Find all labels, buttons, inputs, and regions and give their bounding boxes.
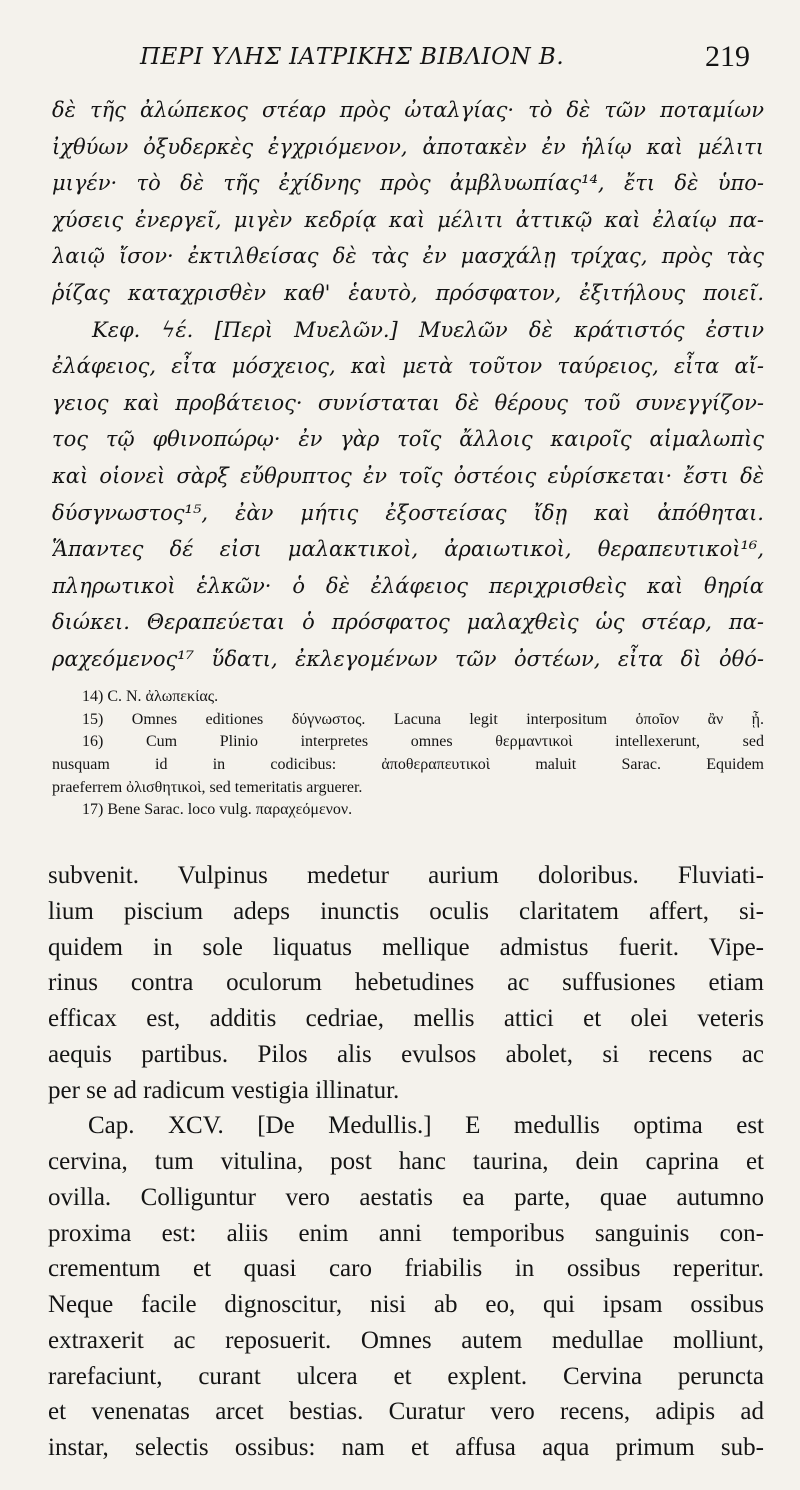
greek-line: μιγέν· τὸ δὲ τῆς ἐχίδνης πρὸς ἀμβλυωπίας¹⁴, ἔτι δὲ ὑπο- [52, 171, 764, 196]
latin-line: instar, selectis ossibus: nam et affusa aqua primum sub- [48, 1434, 764, 1461]
greek-line: λαιῷ ἴσον· ἐκτιλθείσας δὲ τὰς ἐν μασχάλῃ τρίχας, πρὸς τὰς [52, 244, 764, 269]
footnote: 14) C. N. ἀλωπεκίας. [82, 688, 219, 705]
latin-line: efficax est, additis cedriae, mellis attici et olei veteris [48, 1005, 764, 1032]
latin-line: ovilla. Colliguntur vero aestatis ea parte, quae autumno [48, 1183, 764, 1211]
latin-line: rinus contra oculorum hebetudines ac suffusiones etiam [48, 969, 764, 997]
greek-line: καὶ οἱονεὶ σὰρξ εὔθρυπτος ἐν τοῖς ὀστέοις εὑρίσκεται· ἔστι δὲ [52, 463, 764, 488]
latin-line: rarefaciunt, curant ulcera et explent. Cervina peruncta [48, 1362, 764, 1390]
greek-line: χύσεις ἐνεργεῖ, μιγὲν κεδρίᾳ καὶ μέλιτι ἀττικῷ καὶ ἐλαίῳ πα- [52, 207, 764, 232]
greek-line: τος τῷ φθινοπώρῳ· ἐν γὰρ τοῖς ἄλλοις καιροῖς αἱμαλωπὶς [52, 427, 764, 452]
latin-line: subvenit. Vulpinus medetur aurium doloribus. Fluviati- [48, 862, 764, 889]
greek-line: Κεφ. ϟέ. [Περὶ Μυελῶν.] Μυελῶν δὲ κράτιστός ἐστιν [92, 317, 764, 342]
latin-line: lium piscium adeps inunctis oculis claritatem affert, si- [48, 897, 764, 925]
footnote: nusquam id in codicibus: ἀποθεραπευτικοὶ maluit Sarac. Equidem [52, 756, 764, 774]
latin-line: proxima est: aliis enim anni temporibus sanguinis con- [48, 1219, 764, 1247]
greek-line: ἐλάφειος, εἶτα μόσχειος, καὶ μετὰ τοῦτον ταύρειος, εἶτα αἴ- [52, 354, 764, 379]
latin-line: crementum et quasi caro friabilis in ossibus reperitur. [48, 1255, 764, 1283]
greek-line: ἰχθύων ὀξυδερκὲς ἐγχριόμενον, ἀποτακὲν ἐν ἡλίῳ καὶ μέλιτι [52, 134, 764, 159]
greek-line: δὲ τῆς ἀλώπεκος στέαρ πρὸς ὠταλγίας· τὸ δὲ τῶν ποταμίων [52, 98, 764, 122]
page-number: 219 [705, 40, 750, 73]
footnotes [52, 686, 764, 822]
latin-line: et venenatas arcet bestias. Curatur vero recens, adipis ad [48, 1398, 764, 1426]
latin-line: quidem in sole liquatus mellique admistus fuerit. Vipe- [48, 933, 764, 961]
greek-line: ραχεόμενος¹⁷ ὕδατι, ἐκλεγομένων τῶν ὀστέων, εἶτα δὶ ὀθό- [52, 646, 764, 671]
greek-line: δύσγνωστος¹⁵, ἐὰν μήτις ἐξοστείσας ἴδῃ καὶ ἀπόθηται. [52, 500, 764, 525]
footnote: 15) Omnes editiones δύγνωστος. Lacuna legit interpositum ὁποῖον ἂν ᾖ. [82, 710, 764, 728]
latin-line: extraxerit ac reposuerit. Omnes autem medullae molliunt, [48, 1326, 764, 1354]
latin-line: Cap. XCV. [De Medullis.] E medullis optima est [88, 1112, 764, 1140]
footnote: 17) Bene Sarac. loco vulg. παραχεόμενον. [82, 801, 353, 819]
latin-line: cervina, tum vitulina, post hanc taurina, dein caprina et [48, 1148, 764, 1175]
latin-line: per se ad radicum vestigia illinatur. [48, 1076, 400, 1104]
latin-line: aequis partibus. Pilos alis evulsos abolet, si recens ac [48, 1040, 764, 1068]
greek-line: γειος καὶ προβάτειος· συνίσταται δὲ θέρους τοῦ συνεγγίζον- [52, 390, 764, 415]
greek-line: ῥίζας καταχρισθὲν καθ' ἑαυτὸ, πρόσφατον, ἐξιτήλους ποιεῖ. [52, 280, 764, 305]
running-title: ΠΕΡΙ ΥΛΗΣ ΙΑΤΡΙΚΗΣ ΒΙΒΛΙΟΝ Β. [140, 44, 565, 70]
greek-line: Ἅπαντες δέ εἰσι μαλακτικοὶ, ἀραιωτικοὶ, θεραπευτικοὶ¹⁶, [52, 537, 764, 562]
running-head [140, 40, 770, 80]
footnote: 16) Cum Plinio interpretes omnes θερμαντικοὶ intellexerunt, sed [82, 733, 764, 751]
greek-line: διώκει. Θεραπεύεται ὁ πρόσφατος μαλαχθεὶς ὡς στέαρ, πα- [52, 610, 764, 635]
footnote: praeferrem ὀλισθητικοὶ, sed temeritatis arguerer. [52, 778, 363, 796]
greek-text-block [52, 92, 764, 678]
latin-text-block [48, 858, 764, 1466]
greek-line: πληρωτικοὶ ἑλκῶν· ὁ δὲ ἐλάφειος περιχρισθεὶς καὶ θηρία [52, 573, 764, 598]
latin-line: Neque facile dignoscitur, nisi ab eo, qui ipsam ossibus [48, 1291, 764, 1318]
